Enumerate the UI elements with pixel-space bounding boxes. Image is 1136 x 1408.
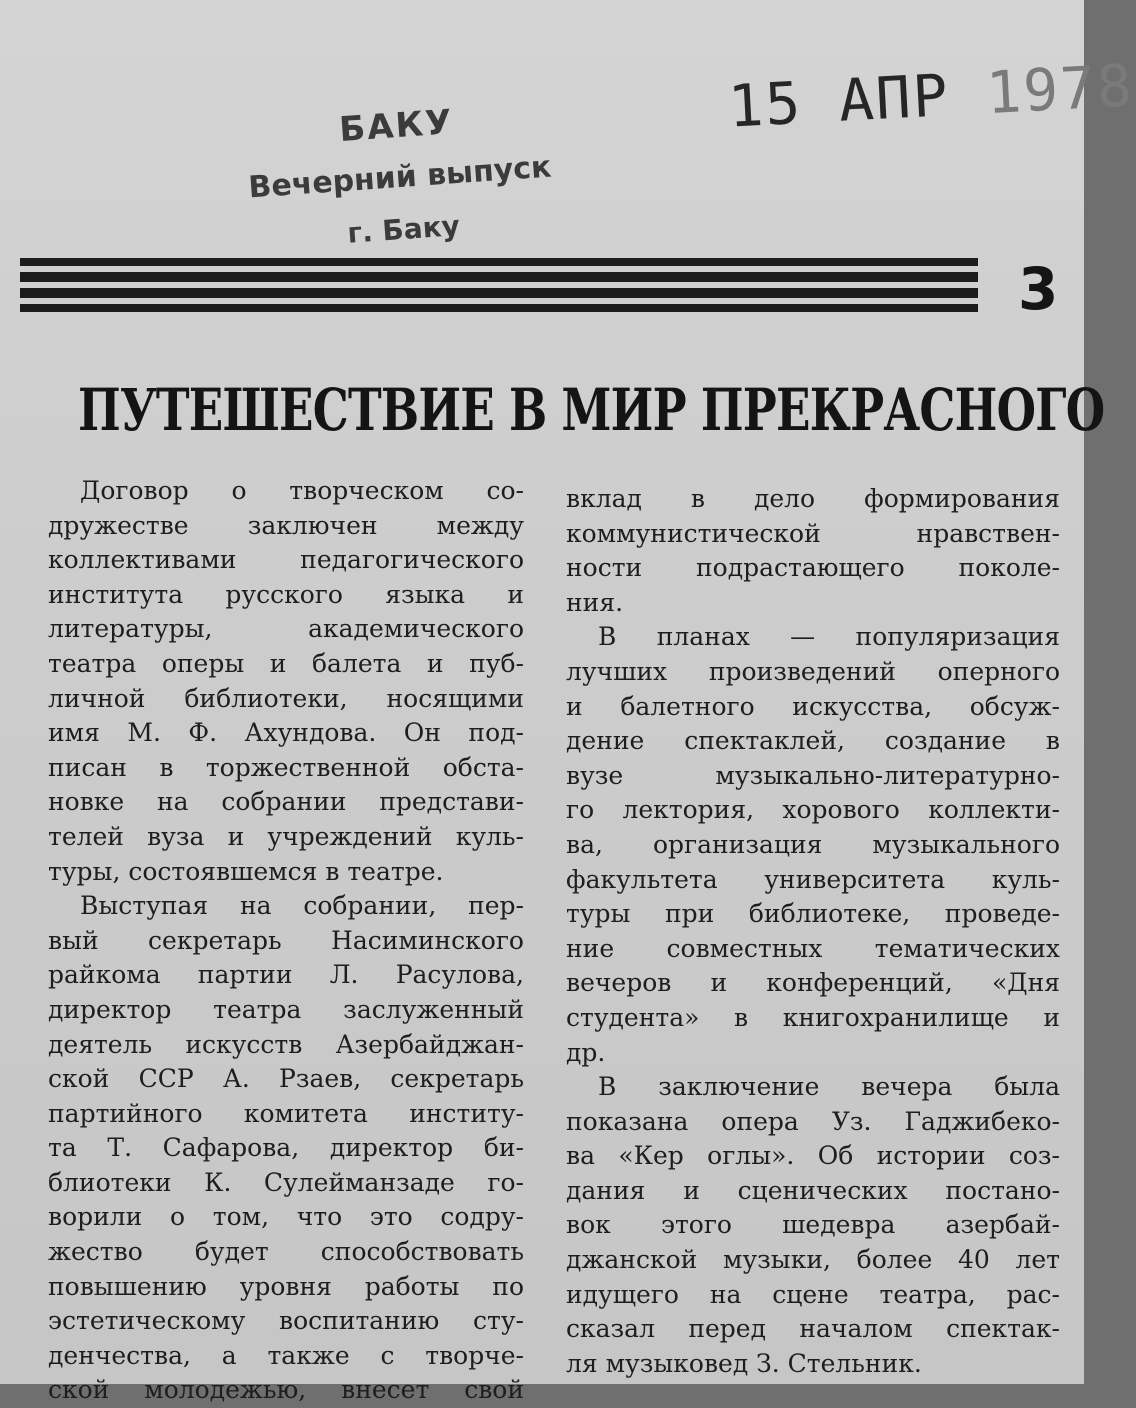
text-line: деятель искусств Азербайджан-	[48, 1029, 524, 1059]
text-line: ля музыковед З. Стельник.	[566, 1348, 922, 1378]
text-line: ва «Кер оглы». Об истории соз-	[566, 1141, 1060, 1171]
text-line: В заключение вечера была	[598, 1072, 1060, 1102]
text-line: личной библиотеки, носящими	[48, 683, 524, 713]
text-line: показана опера Уз. Гаджибеко-	[566, 1106, 1060, 1136]
text-line: джанской музыки, более 40 лет	[566, 1245, 1060, 1275]
text-line: студента» в книгохранилище и	[566, 1002, 1060, 1032]
text-line: райкома партии Л. Расулова,	[48, 960, 524, 990]
text-line: ворили о том, что это содру-	[48, 1202, 524, 1232]
text-line: имя М. Ф. Ахундова. Он под-	[48, 718, 524, 748]
text-line: телей вуза и учреждений куль-	[48, 821, 524, 851]
text-line: новке на собрании представи-	[48, 787, 524, 817]
text-line: идущего на сцене театра, рас-	[566, 1279, 1060, 1309]
text-line: ности подрастающего поколе-	[566, 553, 1060, 583]
text-line: ва, организация музыкального	[566, 829, 1060, 859]
text-line: и балетного искусства, обсуж-	[566, 691, 1060, 721]
article-column-right	[566, 482, 1060, 1381]
text-line: вклад в дело формирования	[566, 484, 1060, 513]
text-line: института русского языка и	[48, 579, 524, 609]
text-line: сказал перед началом спектак-	[566, 1314, 1060, 1344]
text-line: ние совместных тематических	[566, 933, 1060, 963]
page-number: 3	[1018, 255, 1059, 323]
stamp-city: БАКУ	[337, 102, 455, 151]
text-line: вечеров и конференций, «Дня	[566, 968, 1060, 998]
text-line: денчества, а также с творче-	[48, 1340, 524, 1370]
text-line: ния.	[566, 587, 624, 617]
text-line: др.	[566, 1037, 606, 1067]
text-line: дания и сценических постано-	[566, 1175, 1060, 1205]
text-line: вузе музыкально-литературно-	[566, 760, 1060, 790]
date-stamp	[726, 51, 1135, 140]
text-line: Договор о творческом со-	[80, 476, 524, 505]
date-stamp-day-month: 15 АПР	[726, 61, 952, 141]
text-line: туры, состоявшемся в театре.	[48, 856, 444, 886]
rule-line-4	[20, 304, 978, 312]
text-line: дружестве заключен между	[48, 510, 524, 540]
text-line: факультета университета куль-	[566, 864, 1060, 894]
text-line: вок этого шедевра азербай-	[566, 1210, 1060, 1240]
text-line: писан в торжественной обста-	[48, 752, 524, 782]
date-stamp-year: 1978	[984, 51, 1136, 128]
rule-line-1	[20, 258, 978, 266]
text-line: директор театра заслуженный	[48, 994, 524, 1024]
text-line: партийного комитета институ-	[48, 1098, 524, 1128]
text-line: вый секретарь Насиминского	[48, 925, 524, 955]
header-rule	[20, 258, 978, 316]
source-stamp	[185, 86, 615, 271]
text-line: литературы, академического	[48, 614, 524, 644]
text-line: ской ССР А. Рзаев, секретарь	[48, 1064, 524, 1094]
article-column-left	[48, 474, 524, 1408]
text-line: В планах — популяризация	[598, 622, 1060, 652]
stamp-city-short: г. Баку	[346, 208, 461, 250]
text-line: жество будет способствовать	[48, 1237, 524, 1267]
text-line: лучших произведений оперного	[566, 656, 1060, 686]
text-line: та Т. Сафарова, директор би-	[48, 1133, 524, 1163]
text-line: театра оперы и балета и пуб-	[48, 648, 524, 678]
text-line: туры при библиотеке, проведе-	[566, 899, 1060, 929]
text-line: го лектория, хорового коллекти-	[566, 795, 1060, 825]
text-line: дение спектаклей, создание в	[566, 726, 1060, 756]
text-line: блиотеки К. Сулейманзаде го-	[48, 1167, 524, 1197]
text-line: ской молодежью, внесет свой	[48, 1375, 524, 1405]
text-line: коллективами педагогического	[48, 545, 524, 575]
article-headline: ПУТЕШЕСТВИЕ В МИР ПРЕКРАСНОГО	[78, 376, 1105, 444]
stamp-edition: Вечерний выпуск	[247, 149, 553, 206]
rule-line-3	[20, 288, 978, 298]
rule-line-2	[20, 272, 978, 282]
text-line: Выступая на собрании, пер-	[80, 891, 524, 921]
text-line: эстетическому воспитанию сту-	[48, 1306, 524, 1336]
text-line: повышению уровня работы по	[48, 1271, 524, 1301]
text-line: коммунистической нравствен-	[566, 518, 1060, 548]
